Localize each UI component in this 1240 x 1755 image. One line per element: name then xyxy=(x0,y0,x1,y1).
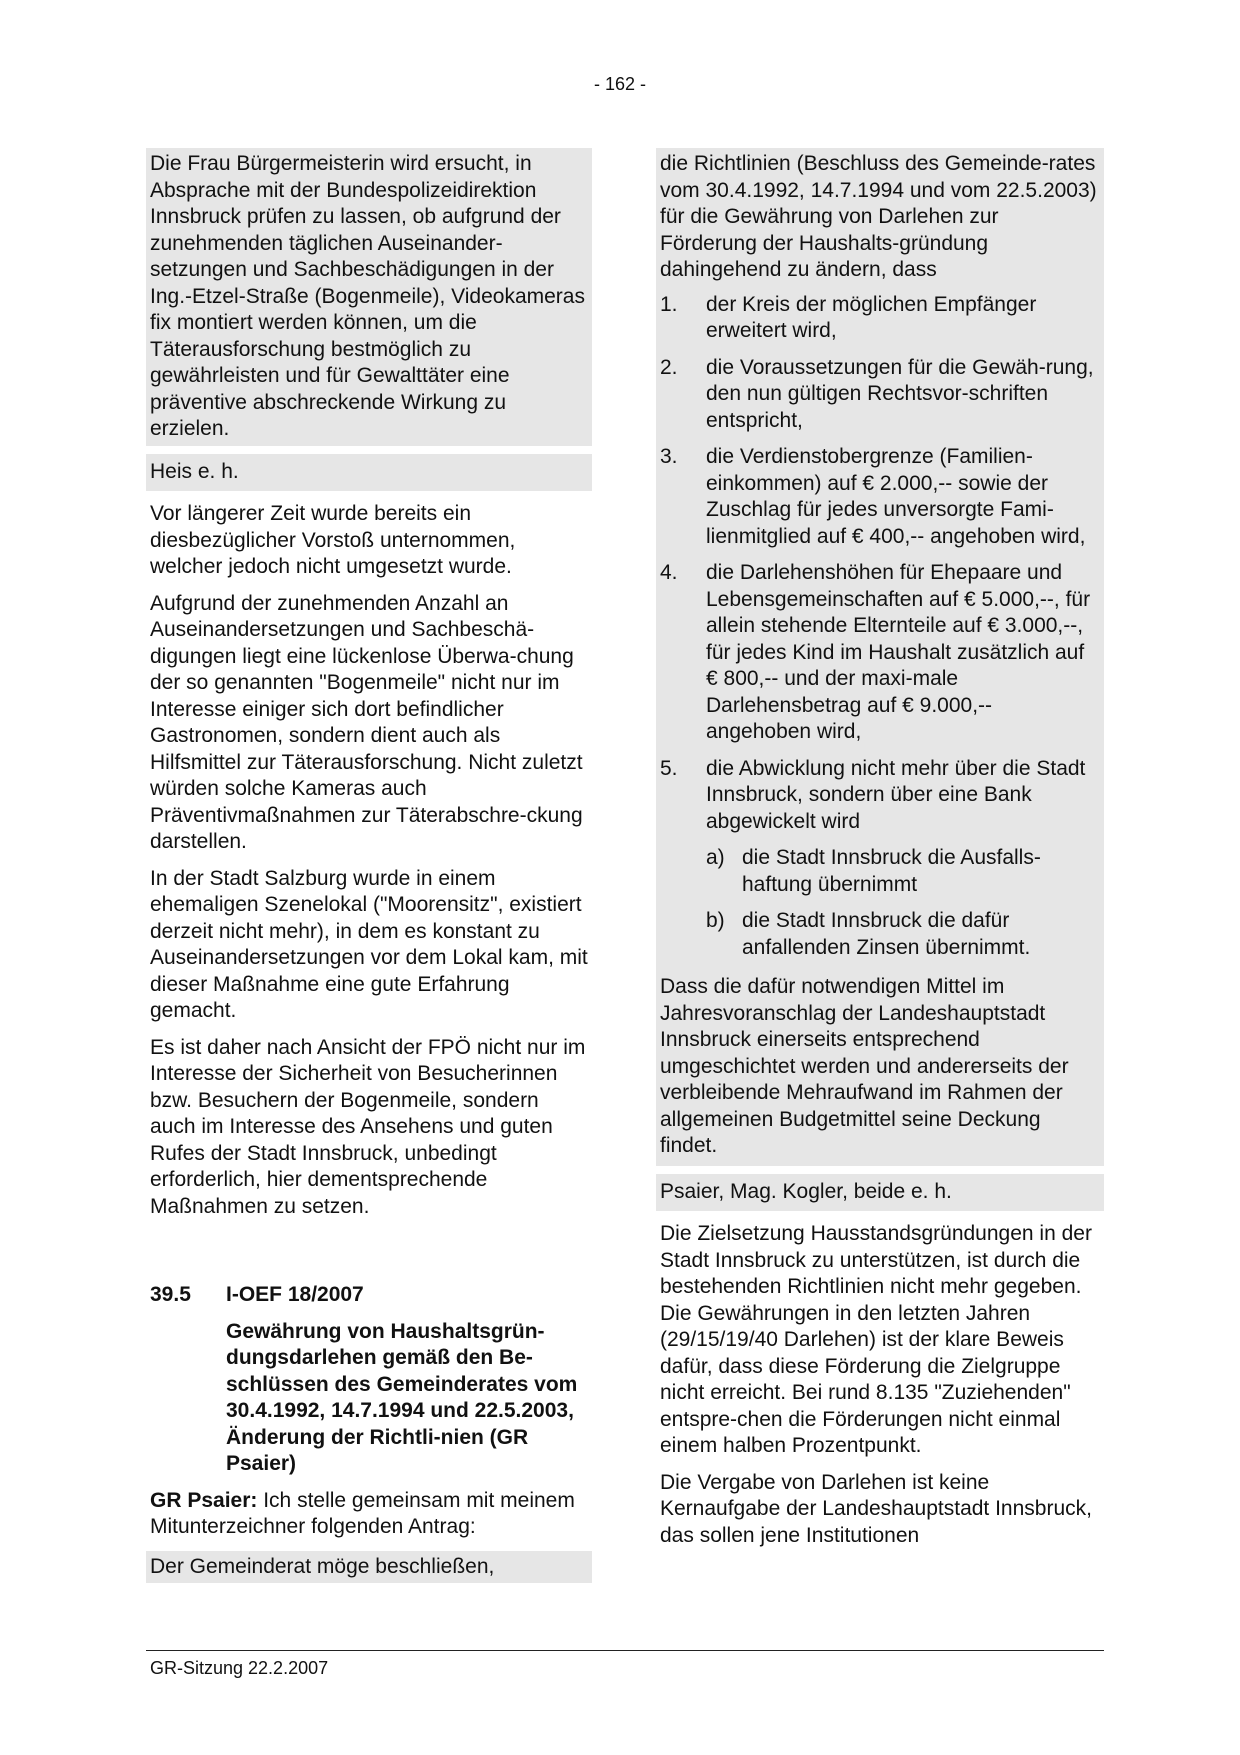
list-item xyxy=(656,560,1104,746)
list-item-number: 1. xyxy=(660,292,678,316)
speaker-text: Ich stelle gemeinsam mit meinem Mitunterzeichner folgenden Antrag: xyxy=(150,1488,575,1538)
motion-text: Die Frau Bürgermeisterin wird ersucht, in Absprache mit der Bundespolizeidirektion Innsbruck prüfen zu lassen, ob aufgrund der zunehmenden täglichen Auseinander-setzungen und Sachbeschädigungen in der Ing.-Etzel-Straße (Bogenmeile), Videokameras fix montiert werden können, um die Täterausforschung bestmöglich zu gewährleisten und für Gewalttäter eine präventive abschreckende Wirkung zu erzielen. xyxy=(150,152,585,440)
section-number: 39.5 xyxy=(150,1283,191,1306)
sub-list-item xyxy=(702,845,1104,898)
section-code: I-OEF 18/2007 xyxy=(226,1283,364,1306)
list-item xyxy=(656,756,1104,836)
sub-list-item-label: b) xyxy=(706,909,725,932)
list-item-number: 3. xyxy=(660,445,678,468)
motion-continuation-box xyxy=(656,148,1104,1211)
speaker-name: GR Psaier: xyxy=(150,1488,258,1512)
footer-divider xyxy=(146,1650,1104,1651)
list-item-text: die Darlehenshöhen für Ehepaare und Lebensgemeinschaften auf € 5.000,--, für allein stehende Elternteile auf € 3.000,--, für jedes Kind im Haushalt zusätzlich auf € 800,-- und der maxi-male Darlehensbetrag auf € 9.000,-- angehoben wird, xyxy=(706,561,1091,743)
list-item-text: die Abwicklung nicht mehr über die Stadt Innsbruck, sondern über eine Bank abgewickelt wird xyxy=(706,756,1086,833)
section-heading xyxy=(146,1282,592,1309)
sub-list-item-text: die Stadt Innsbruck die Ausfalls-haftung übernimmt xyxy=(742,846,1041,896)
justification-paragraph: Es ist daher nach Ansicht der FPÖ nicht nur im Interesse der Sicherheit von Besucherinnen bzw. Besuchern der Bogenmeile, sondern auch im Interesse des Ansehens und guten Rufes der Stadt Innsbruck, unbedingt erforderlich, hier dementsprechende Maßnahmen zu setzen. xyxy=(150,1035,586,1218)
sub-list-item xyxy=(702,908,1104,961)
motion-closing: Dass die dafür notwendigen Mittel im Jahresvoranschlag der Landeshauptstadt Innsbruck einerseits entsprechend umgeschichtet werden und andererseits der verbleibende Mehraufwand im Rahmen der allgemeinen Budgetmittel seine Deckung findet. xyxy=(660,975,1069,1157)
motion-signatures: Psaier, Mag. Kogler, beide e. h. xyxy=(660,1179,952,1203)
justification-paragraph: Vor längerer Zeit wurde bereits ein diesbezüglicher Vorstoß unternommen, welcher jedoch nicht umgesetzt wurde. xyxy=(150,502,516,578)
list-item-number: 5. xyxy=(660,756,678,780)
section-title: Gewährung von Haushaltsgrün-dungsdarlehen gemäß den Be-schlüssen des Gemeinderates vom 30.4.1992, 14.7.1994 und 22.5.2003, Änderung der Richtli-nien (GR Psaier) xyxy=(226,1319,578,1475)
page-number: - 162 - xyxy=(593,74,647,94)
list-item xyxy=(656,444,1104,550)
justification-paragraph: Die Vergabe von Darlehen ist keine Kernaufgabe der Landeshauptstadt Innsbruck, das sollen jene Institutionen xyxy=(660,1470,1092,1547)
motion-start: Der Gemeinderat möge beschließen, xyxy=(146,1551,592,1584)
list-item-number: 2. xyxy=(660,355,678,379)
list-item-number: 4. xyxy=(660,561,678,584)
justification-paragraph: Die Zielsetzung Hausstandsgründungen in der Stadt Innsbruck zu unterstützen, ist durch die bestehenden Richtlinien nicht mehr gegeben. Die Gewährungen in den letzten Jahren (29/15/19/40 Darlehen) ist der klare Beweis dafür, dass diese Förderung die Zielgruppe nicht erreicht. Bei rund 8.135 "Zuziehenden" entspre-chen die Förderungen nicht einmal einem halben Prozentpunkt. xyxy=(660,1222,1092,1457)
sub-list-item-label: a) xyxy=(706,846,725,869)
left-column xyxy=(146,148,592,1583)
list-item xyxy=(656,355,1104,435)
speaker-statement xyxy=(146,1488,592,1541)
list-item-text: die Voraussetzungen für die Gewäh-rung, den nun gültigen Rechtsvor-schriften entspricht, xyxy=(706,355,1094,432)
justification-paragraph: Aufgrund der zunehmenden Anzahl an Auseinandersetzungen und Sachbeschä-digungen liegt eine lückenlose Überwa-chung der so genannten "Bogenmeile" nicht nur im Interesse einiger sich dort befindlicher Gastronomen, sondern dient auch als Hilfsmittel zur Täterausforschung. Nicht zuletzt würden solche Kameras auch Präventivmaßnahmen zur Täterabschre-ckung darstellen. xyxy=(150,591,583,853)
motion-box xyxy=(146,148,592,491)
sub-list-item-text: die Stadt Innsbruck die dafür anfallenden Zinsen übernimmt. xyxy=(742,909,1031,959)
motion-intro: die Richtlinien (Beschluss des Gemeinde-rates vom 30.4.1992, 14.7.1994 und vom 22.5.2003) für die Gewährung von Darlehen zur Förderung der Haushalts-gründung dahingehend zu ändern, dass xyxy=(660,152,1097,281)
justification-paragraph: In der Stadt Salzburg wurde in einem ehemaligen Szenelokal ("Moorensitz", existiert derzeit nicht mehr), in dem es konstant zu Auseinandersetzungen vor dem Lokal kam, mit dieser Maßnahme eine gute Erfahrung gemacht. xyxy=(150,866,588,1022)
motion-signature: Heis e. h. xyxy=(150,459,239,483)
footer-session-date: GR-Sitzung 22.2.2007 xyxy=(150,1658,329,1678)
list-item xyxy=(656,292,1104,345)
list-item-text: der Kreis der möglichen Empfänger erweitert wird, xyxy=(706,292,1037,342)
right-column xyxy=(656,148,1104,1559)
list-item-text: die Verdienstobergrenze (Familien-einkommen) auf € 2.000,-- sowie der Zuschlag für jedes unversorgte Fami-lienmitglied auf € 400,-- angehoben wird, xyxy=(706,445,1086,548)
